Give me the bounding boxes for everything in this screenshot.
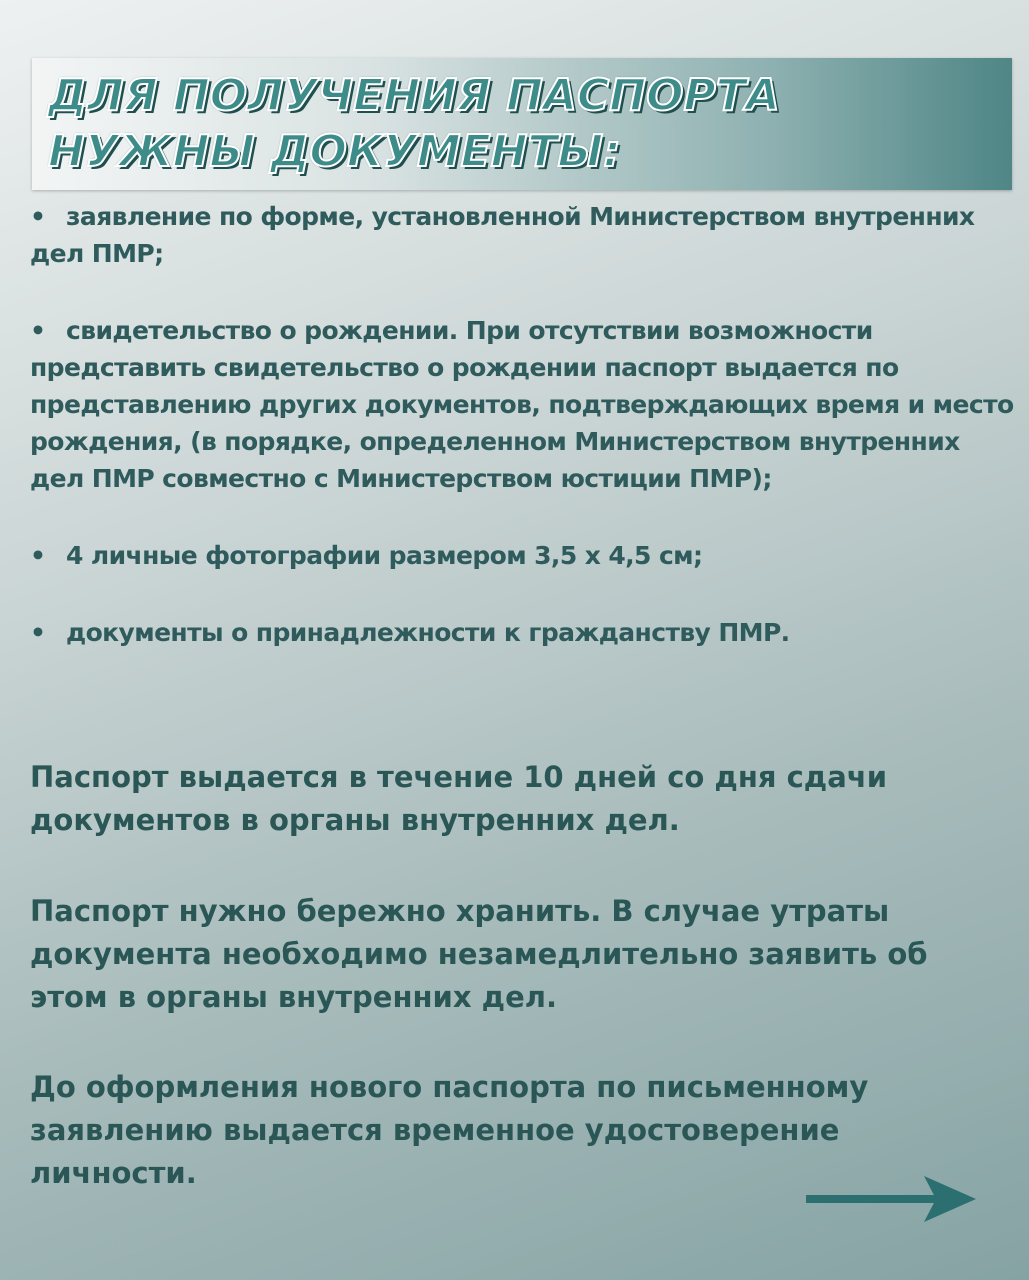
list-item-text: документы о принадлежности к гражданству ПМР. bbox=[66, 618, 790, 647]
list-item-text: заявление по форме, установленной Министерством внутренних дел ПМР; bbox=[30, 202, 975, 268]
page-title: ДЛЯ ПОЛУЧЕНИЯ ПАСПОРТА НУЖНЫ ДОКУМЕНТЫ: bbox=[48, 70, 780, 177]
list-item bbox=[30, 312, 1020, 497]
arrow-right-icon[interactable] bbox=[806, 1176, 976, 1222]
issue-period-paragraph: Паспорт выдается в течение 10 дней со дня сдачи документов в органы внутренних дел. bbox=[30, 760, 888, 837]
temporary-id-paragraph: До оформления нового паспорта по письменному заявлению выдается временное удостоверение личности. bbox=[30, 1070, 869, 1190]
list-item bbox=[30, 537, 1020, 574]
list-item-text: 4 личные фотографии размером 3,5 х 4,5 см; bbox=[66, 541, 703, 570]
list-item bbox=[30, 198, 1020, 272]
site-watermark: vspmr.org bbox=[32, 1230, 137, 1254]
list-item bbox=[30, 614, 1020, 651]
storage-paragraph: Паспорт нужно бережно хранить. В случае утраты документа необходимо незамедлительно заявить об этом в органы внутренних дел. bbox=[30, 894, 928, 1014]
header-banner bbox=[32, 58, 1012, 190]
requirements-list bbox=[30, 198, 1020, 691]
bullet-icon: • bbox=[30, 316, 46, 345]
list-item-text: свидетельство о рождении. При отсутствии возможности представить свидетельство о рождении паспорт выдается по представлению других документов, подтверждающих время и место рождения, (в порядке, определенном Министерством внутренних дел ПМР совместно с Министерством юстиции ПМР); bbox=[30, 316, 1014, 493]
bullet-icon: • bbox=[30, 202, 46, 231]
bullet-icon: • bbox=[30, 618, 46, 647]
bullet-icon: • bbox=[30, 541, 46, 570]
